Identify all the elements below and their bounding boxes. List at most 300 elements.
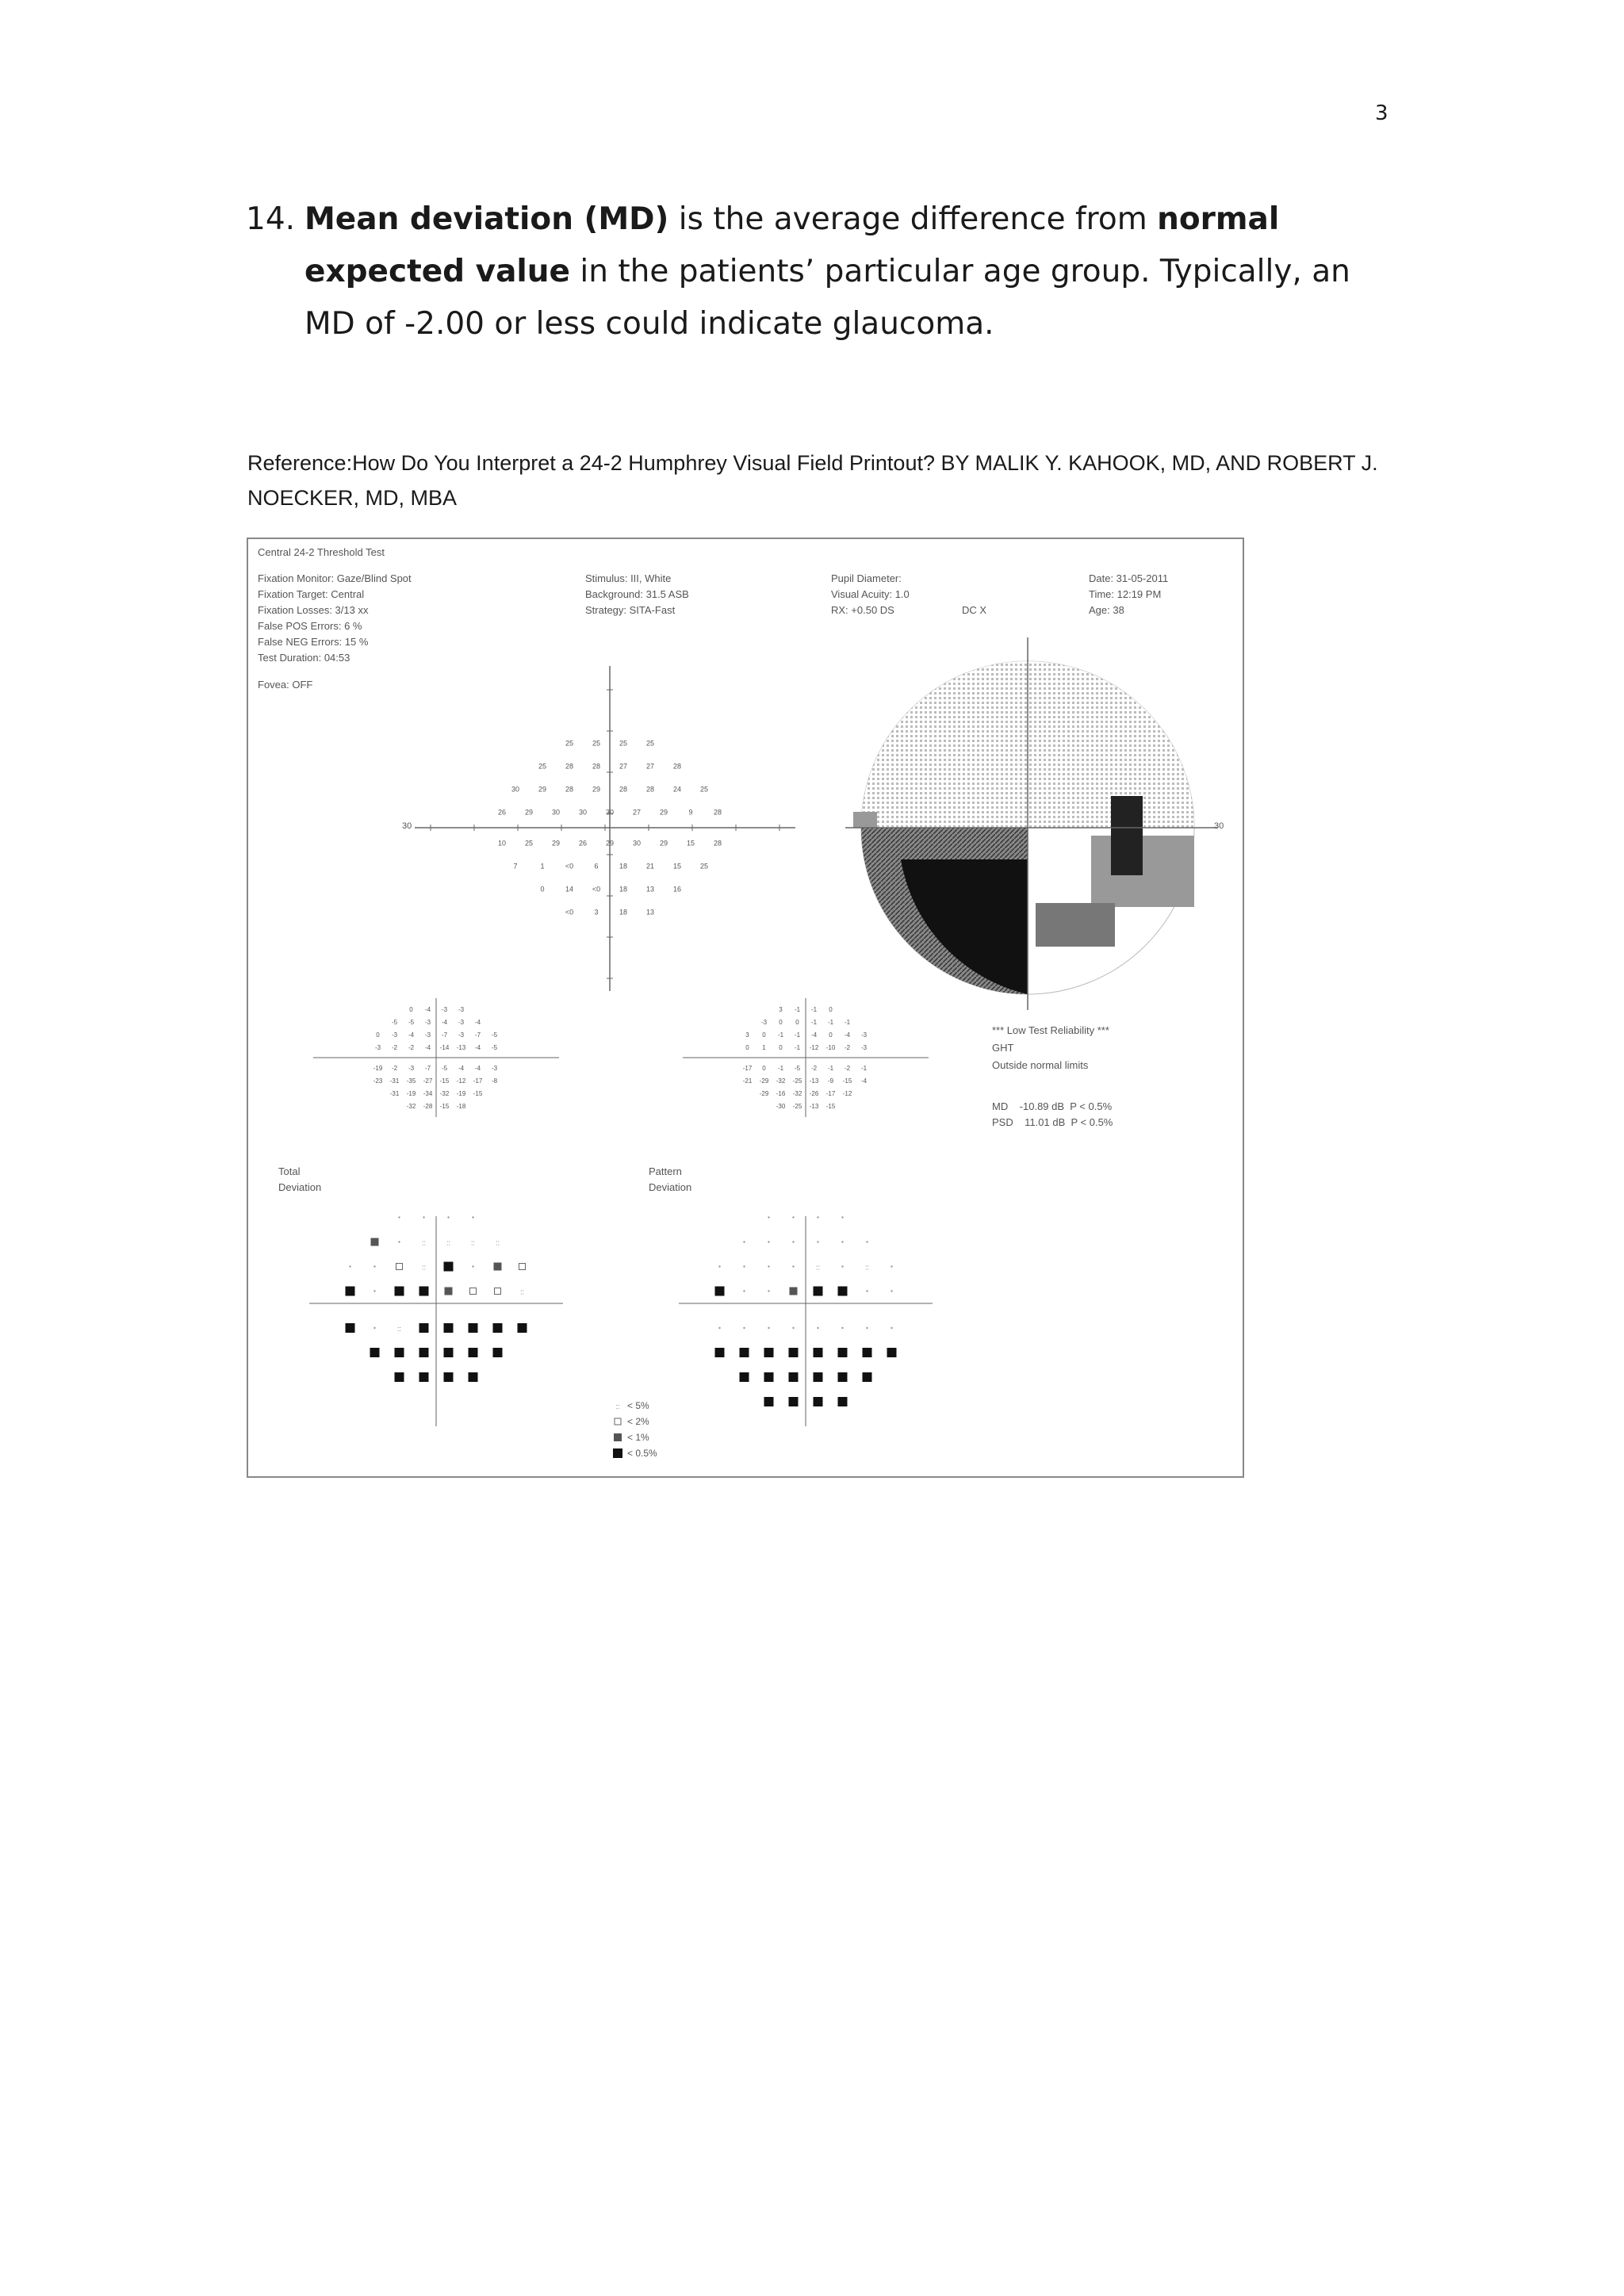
false-pos-errors: False POS Errors: 6 % xyxy=(258,620,362,632)
total-prob-symbol xyxy=(445,1288,453,1295)
threshold-value: 29 xyxy=(659,839,668,848)
threshold-value: 16 xyxy=(672,885,682,894)
total-dev-value: -4 xyxy=(424,1044,431,1051)
threshold-value: 28 xyxy=(713,808,722,817)
total-prob-symbol xyxy=(419,1323,429,1333)
threshold-value: 13 xyxy=(645,908,655,916)
total-dev-value: 0 xyxy=(376,1031,380,1039)
pattern-dev-value: -1 xyxy=(810,1019,818,1026)
pattern-dev-value: -2 xyxy=(844,1044,851,1051)
total-prob-symbol xyxy=(419,1287,429,1296)
pattern-dev-value: 1 xyxy=(762,1044,766,1051)
total-prob-symbol: :: xyxy=(396,1325,402,1333)
total-dev-value: -4 xyxy=(474,1044,481,1051)
total-dev-value: -19 xyxy=(373,1065,383,1072)
total-prob-symbol xyxy=(444,1372,454,1382)
pattern-dev-value: -17 xyxy=(742,1065,753,1072)
pattern-dev-value: -17 xyxy=(825,1090,836,1097)
printout-title: Central 24-2 Threshold Test xyxy=(258,546,385,558)
pattern-dev-value: -15 xyxy=(842,1077,852,1085)
threshold-value: 18 xyxy=(619,885,628,894)
humphrey-field-printout xyxy=(247,538,1244,1478)
page-number: 3 xyxy=(1375,101,1388,125)
pattern-prob-symbol xyxy=(743,1327,745,1329)
threshold-value: <0 xyxy=(565,908,574,916)
fixation-losses: Fixation Losses: 3/13 xx xyxy=(258,604,369,616)
pattern-dev-value: -32 xyxy=(792,1090,802,1097)
psd-value: PSD 11.01 dB P < 0.5% xyxy=(992,1116,1113,1128)
pattern-prob-symbol xyxy=(841,1265,843,1267)
pattern-prob-symbol xyxy=(792,1327,794,1329)
pattern-prob-symbol xyxy=(715,1348,725,1357)
pattern-dev-value: -1 xyxy=(860,1065,868,1072)
total-prob-symbol: :: xyxy=(421,1238,427,1247)
pattern-dev-value: -1 xyxy=(794,1031,801,1039)
axis-label-right: 30 xyxy=(1214,821,1224,831)
pattern-prob-symbol xyxy=(841,1216,843,1218)
reference-citation: Reference:How Do You Interpret a 24-2 Humphrey Visual Field Printout? BY MALIK Y. KAHOOK, MD, AND ROBERT J. NOECKER, MD, MBA xyxy=(247,451,1378,510)
pattern-prob-symbol xyxy=(790,1288,798,1295)
pattern-dev-value: 0 xyxy=(745,1044,749,1051)
total-dev-value: -7 xyxy=(441,1031,448,1039)
threshold-value: 26 xyxy=(578,839,588,848)
threshold-value: 30 xyxy=(632,839,642,848)
pattern-prob-symbol xyxy=(817,1216,818,1218)
threshold-value: 25 xyxy=(592,739,601,748)
background: Background: 31.5 ASB xyxy=(585,588,689,600)
legend-1pct: < 1% xyxy=(627,1432,649,1443)
total-dev-value: -13 xyxy=(456,1044,466,1051)
item-number: 14. xyxy=(246,201,296,237)
pattern-prob-symbol xyxy=(768,1327,769,1329)
threshold-value: 28 xyxy=(565,762,574,771)
total-dev-value: -3 xyxy=(374,1044,381,1051)
total-dev-value: -15 xyxy=(473,1090,483,1097)
total-prob-symbol: :: xyxy=(470,1238,476,1247)
pattern-dev-value: -16 xyxy=(776,1090,786,1097)
total-dev-value: -28 xyxy=(423,1103,433,1110)
threshold-value: 6 xyxy=(594,862,599,871)
ght-label: GHT xyxy=(992,1042,1014,1054)
total-dev-value: -27 xyxy=(423,1077,433,1085)
total-dev-value: -3 xyxy=(424,1019,431,1026)
threshold-value: 30 xyxy=(578,808,588,817)
legend-symbol-5pct: :: xyxy=(615,1402,620,1410)
total-prob-symbol xyxy=(349,1265,350,1267)
pattern-dev-value: -9 xyxy=(827,1077,834,1085)
list-item-mean-deviation xyxy=(246,193,1404,350)
total-deviation-label-2: Deviation xyxy=(278,1181,322,1193)
pattern-prob-symbol xyxy=(814,1348,823,1357)
threshold-value: 18 xyxy=(619,862,628,871)
pattern-dev-value: -1 xyxy=(810,1006,818,1013)
pattern-prob-symbol: :: xyxy=(815,1263,821,1272)
pattern-prob-symbol xyxy=(838,1397,848,1406)
pattern-prob-symbol xyxy=(817,1327,818,1329)
total-prob-symbol xyxy=(472,1216,473,1218)
threshold-value: 30 xyxy=(605,808,615,817)
pattern-dev-value: -5 xyxy=(794,1065,801,1072)
total-prob-symbol: :: xyxy=(495,1238,500,1247)
pattern-dev-value: -13 xyxy=(809,1103,819,1110)
threshold-value: 29 xyxy=(605,839,615,848)
total-dev-value: -19 xyxy=(406,1090,416,1097)
threshold-value: 25 xyxy=(538,762,547,771)
pattern-prob-symbol xyxy=(789,1348,799,1357)
threshold-value: 15 xyxy=(686,839,695,848)
pattern-dev-value: 0 xyxy=(829,1006,833,1013)
total-dev-value: -8 xyxy=(491,1077,498,1085)
threshold-value: 27 xyxy=(645,762,655,771)
pattern-dev-value: 0 xyxy=(762,1065,766,1072)
total-prob-symbol xyxy=(373,1290,375,1292)
total-prob-symbol xyxy=(395,1372,404,1382)
threshold-value: 28 xyxy=(672,762,682,771)
pattern-prob-symbol xyxy=(838,1287,848,1296)
pattern-dev-value: -25 xyxy=(792,1103,802,1110)
pattern-prob-symbol xyxy=(743,1290,745,1292)
pattern-prob-symbol xyxy=(740,1348,749,1357)
axis-label-left: 30 xyxy=(402,821,412,831)
pattern-prob-symbol xyxy=(866,1327,868,1329)
total-dev-value: -15 xyxy=(439,1103,450,1110)
total-dev-value: -17 xyxy=(473,1077,483,1085)
total-dev-value: -4 xyxy=(474,1019,481,1026)
total-dev-value: -32 xyxy=(406,1103,416,1110)
threshold-value: 18 xyxy=(619,908,628,916)
total-dev-value: -14 xyxy=(439,1044,450,1051)
pattern-prob-symbol xyxy=(863,1348,872,1357)
pattern-dev-value: 0 xyxy=(762,1031,766,1039)
pattern-prob-symbol xyxy=(838,1372,848,1382)
total-prob-symbol xyxy=(469,1323,478,1333)
threshold-value: 30 xyxy=(511,785,520,794)
total-dev-value: -3 xyxy=(441,1006,448,1013)
total-prob-symbol xyxy=(395,1287,404,1296)
stimulus: Stimulus: III, White xyxy=(585,572,672,584)
threshold-value: 28 xyxy=(645,785,655,794)
total-dev-value: -31 xyxy=(389,1090,400,1097)
pattern-prob-symbol xyxy=(792,1241,794,1242)
total-prob-symbol xyxy=(493,1323,503,1333)
pattern-prob-symbol xyxy=(792,1265,794,1267)
pattern-prob-symbol xyxy=(740,1372,749,1382)
total-prob-symbol xyxy=(346,1287,355,1296)
threshold-value: 27 xyxy=(632,808,642,817)
total-dev-value: -19 xyxy=(456,1090,466,1097)
item-text-1: is the average difference from xyxy=(668,201,1158,237)
total-dev-value: -18 xyxy=(456,1103,466,1110)
total-prob-symbol xyxy=(423,1216,424,1218)
pattern-prob-symbol xyxy=(789,1397,799,1406)
pattern-dev-value: -3 xyxy=(860,1031,868,1039)
pattern-dev-value: -25 xyxy=(792,1077,802,1085)
patient-age: Age: 38 xyxy=(1089,604,1124,616)
total-dev-value: -2 xyxy=(391,1044,398,1051)
pattern-prob-symbol xyxy=(866,1241,868,1242)
test-time: Time: 12:19 PM xyxy=(1089,588,1162,600)
pattern-prob-symbol xyxy=(768,1241,769,1242)
threshold-value: 28 xyxy=(619,785,628,794)
threshold-value: 1 xyxy=(540,862,545,871)
pattern-dev-value: -12 xyxy=(809,1044,819,1051)
total-dev-value: -3 xyxy=(458,1006,465,1013)
total-dev-value: -3 xyxy=(391,1031,398,1039)
total-prob-symbol xyxy=(472,1265,473,1267)
total-deviation-label-1: Total xyxy=(278,1165,301,1177)
threshold-value: 25 xyxy=(645,739,655,748)
threshold-value: 30 xyxy=(551,808,561,817)
pattern-dev-value: -2 xyxy=(810,1065,818,1072)
pattern-dev-value: -26 xyxy=(809,1090,819,1097)
total-prob-symbol xyxy=(447,1216,449,1218)
total-dev-value: -3 xyxy=(458,1031,465,1039)
pattern-prob-symbol xyxy=(715,1287,725,1296)
pattern-dev-value: -3 xyxy=(760,1019,768,1026)
threshold-value: 25 xyxy=(565,739,574,748)
total-dev-value: -3 xyxy=(424,1031,431,1039)
pattern-prob-symbol: :: xyxy=(864,1263,870,1272)
total-dev-value: -2 xyxy=(408,1044,415,1051)
pattern-dev-value: -1 xyxy=(777,1065,784,1072)
legend-symbol-1pct xyxy=(614,1433,622,1441)
legend-symbol-05pct xyxy=(613,1448,622,1458)
pattern-dev-value: -2 xyxy=(844,1065,851,1072)
total-prob-symbol xyxy=(444,1323,454,1333)
pattern-prob-symbol xyxy=(743,1241,745,1242)
threshold-value: 26 xyxy=(497,808,507,817)
pattern-dev-value: 3 xyxy=(745,1031,749,1039)
fovea-setting: Fovea: OFF xyxy=(258,679,313,691)
total-dev-value: -15 xyxy=(439,1077,450,1085)
pattern-dev-value: -1 xyxy=(844,1019,851,1026)
total-prob-symbol xyxy=(444,1348,454,1357)
total-prob-symbol: :: xyxy=(446,1238,451,1247)
legend-symbol-2pct xyxy=(615,1418,621,1425)
total-prob-symbol xyxy=(398,1241,400,1242)
pattern-prob-symbol xyxy=(764,1348,774,1357)
pattern-dev-value: -13 xyxy=(809,1077,819,1085)
pattern-dev-value: 0 xyxy=(779,1019,783,1026)
threshold-value: <0 xyxy=(592,885,601,894)
grayscale-right-lower xyxy=(1036,903,1115,947)
pattern-dev-value: -21 xyxy=(742,1077,753,1085)
total-dev-value: -32 xyxy=(439,1090,450,1097)
pattern-prob-symbol xyxy=(768,1216,769,1218)
test-duration: Test Duration: 04:53 xyxy=(258,652,350,664)
threshold-value: 24 xyxy=(672,785,682,794)
pattern-prob-symbol xyxy=(789,1372,799,1382)
total-prob-symbol xyxy=(373,1327,375,1329)
pattern-prob-symbol xyxy=(792,1216,794,1218)
total-prob-symbol: :: xyxy=(519,1288,525,1296)
total-prob-symbol xyxy=(371,1238,379,1246)
threshold-value: 10 xyxy=(497,839,507,848)
pattern-dev-value: -1 xyxy=(794,1044,801,1051)
total-prob-symbol xyxy=(470,1288,477,1295)
legend-5pct: < 5% xyxy=(627,1400,649,1411)
total-prob-symbol xyxy=(419,1348,429,1357)
threshold-value: 29 xyxy=(551,839,561,848)
pattern-dev-value: -29 xyxy=(759,1090,769,1097)
total-dev-value: -4 xyxy=(408,1031,415,1039)
total-dev-value: -2 xyxy=(391,1065,398,1072)
pattern-prob-symbol xyxy=(814,1397,823,1406)
total-dev-value: -35 xyxy=(406,1077,416,1085)
threshold-value: 28 xyxy=(592,762,601,771)
total-dev-value: -12 xyxy=(456,1077,466,1085)
item-text-2: in the patients’ particular age group. Typically, an MD of -2.00 or less could indicate glaucoma. xyxy=(304,254,1350,342)
pattern-prob-symbol xyxy=(863,1372,872,1382)
pattern-dev-value: 0 xyxy=(779,1044,783,1051)
threshold-value: 28 xyxy=(565,785,574,794)
threshold-value: 28 xyxy=(713,839,722,848)
total-dev-value: -4 xyxy=(441,1019,448,1026)
threshold-value: 15 xyxy=(672,862,682,871)
pattern-prob-symbol xyxy=(814,1287,823,1296)
legend-05pct: < 0.5% xyxy=(627,1448,657,1459)
pattern-dev-value: -29 xyxy=(759,1077,769,1085)
ght-result: Outside normal limits xyxy=(992,1059,1089,1071)
threshold-value: 29 xyxy=(524,808,534,817)
pattern-dev-value: -4 xyxy=(860,1077,868,1085)
term-mean-deviation: Mean deviation (MD) xyxy=(304,201,669,237)
pattern-prob-symbol xyxy=(891,1290,892,1292)
total-dev-value: -7 xyxy=(474,1031,481,1039)
pattern-dev-value: -32 xyxy=(776,1077,786,1085)
pattern-prob-symbol xyxy=(764,1372,774,1382)
term-normal-expected-value: normal expected value xyxy=(304,201,1280,289)
pattern-prob-symbol xyxy=(718,1327,720,1329)
threshold-value: 25 xyxy=(699,785,709,794)
total-dev-value: -5 xyxy=(441,1065,448,1072)
total-dev-value: -5 xyxy=(391,1019,398,1026)
threshold-value: 3 xyxy=(594,908,599,916)
pattern-prob-symbol xyxy=(718,1265,720,1267)
total-prob-symbol xyxy=(398,1216,400,1218)
pattern-prob-symbol xyxy=(866,1290,868,1292)
pattern-dev-value: -1 xyxy=(794,1006,801,1013)
rx: RX: +0.50 DS xyxy=(831,604,894,616)
total-prob-symbol xyxy=(346,1323,355,1333)
total-dev-value: -7 xyxy=(424,1065,431,1072)
pattern-dev-value: -10 xyxy=(825,1044,836,1051)
total-dev-value: -34 xyxy=(423,1090,433,1097)
dc: DC X xyxy=(962,604,987,616)
pattern-prob-symbol xyxy=(764,1397,774,1406)
pattern-prob-symbol xyxy=(841,1241,843,1242)
pattern-dev-value: -30 xyxy=(776,1103,786,1110)
total-prob-symbol xyxy=(444,1262,454,1272)
pattern-prob-symbol xyxy=(768,1265,769,1267)
pattern-prob-symbol xyxy=(817,1241,818,1242)
pattern-deviation-label-2: Deviation xyxy=(649,1181,692,1193)
pattern-dev-value: -1 xyxy=(777,1031,784,1039)
total-prob-symbol xyxy=(419,1372,429,1382)
threshold-value: 25 xyxy=(524,839,534,848)
pattern-prob-symbol xyxy=(768,1290,769,1292)
threshold-value: 0 xyxy=(540,885,545,894)
total-prob-symbol xyxy=(494,1263,502,1271)
pattern-dev-value: -12 xyxy=(842,1090,852,1097)
grayscale-edge xyxy=(853,812,877,828)
pattern-dev-value: -4 xyxy=(810,1031,818,1039)
pattern-prob-symbol xyxy=(841,1327,843,1329)
total-prob-symbol xyxy=(469,1372,478,1382)
threshold-value: 7 xyxy=(513,862,518,871)
pupil-diameter: Pupil Diameter: xyxy=(831,572,902,584)
threshold-value: <0 xyxy=(565,862,574,871)
threshold-value: 13 xyxy=(645,885,655,894)
total-dev-value: -31 xyxy=(389,1077,400,1085)
pattern-deviation-label-1: Pattern xyxy=(649,1165,682,1177)
total-prob-symbol xyxy=(493,1348,503,1357)
pattern-prob-symbol xyxy=(887,1348,897,1357)
total-dev-value: -3 xyxy=(458,1019,465,1026)
pattern-dev-value: 0 xyxy=(829,1031,833,1039)
total-dev-value: -3 xyxy=(491,1065,498,1072)
total-prob-symbol: :: xyxy=(421,1263,427,1272)
threshold-value: 29 xyxy=(538,785,547,794)
total-dev-value: -4 xyxy=(458,1065,465,1072)
false-neg-errors: False NEG Errors: 15 % xyxy=(258,636,369,648)
fixation-target: Fixation Target: Central xyxy=(258,588,365,600)
total-dev-value: -23 xyxy=(373,1077,383,1085)
threshold-value: 29 xyxy=(592,785,601,794)
total-dev-value: 0 xyxy=(409,1006,413,1013)
test-date: Date: 31-05-2011 xyxy=(1089,572,1169,584)
total-dev-value: -4 xyxy=(474,1065,481,1072)
pattern-dev-value: -1 xyxy=(827,1065,834,1072)
total-prob-symbol xyxy=(519,1264,526,1270)
total-dev-value: -5 xyxy=(408,1019,415,1026)
blind-spot xyxy=(1111,796,1143,875)
total-prob-symbol xyxy=(495,1288,501,1295)
total-prob-symbol xyxy=(395,1348,404,1357)
pattern-prob-symbol xyxy=(891,1327,892,1329)
visual-acuity: Visual Acuity: 1.0 xyxy=(831,588,910,600)
pattern-prob-symbol xyxy=(743,1265,745,1267)
strategy: Strategy: SITA-Fast xyxy=(585,604,676,616)
threshold-value: 27 xyxy=(619,762,628,771)
pattern-dev-value: -1 xyxy=(827,1019,834,1026)
total-prob-symbol xyxy=(396,1264,403,1270)
threshold-value: 29 xyxy=(659,808,668,817)
pattern-dev-value: 3 xyxy=(779,1006,783,1013)
legend-2pct: < 2% xyxy=(627,1416,649,1427)
pattern-dev-value: -3 xyxy=(860,1044,868,1051)
md-value: MD -10.89 dB P < 0.5% xyxy=(992,1100,1113,1112)
total-prob-symbol xyxy=(373,1265,375,1267)
fixation-monitor: Fixation Monitor: Gaze/Blind Spot xyxy=(258,572,412,584)
pattern-prob-symbol xyxy=(838,1348,848,1357)
item-paragraph xyxy=(304,193,1404,350)
total-dev-value: -3 xyxy=(408,1065,415,1072)
total-prob-symbol xyxy=(469,1348,478,1357)
pattern-dev-value: -15 xyxy=(825,1103,836,1110)
pattern-dev-value: -4 xyxy=(844,1031,851,1039)
pattern-dev-value: 0 xyxy=(795,1019,799,1026)
pattern-prob-symbol xyxy=(891,1265,892,1267)
pattern-prob-symbol xyxy=(814,1372,823,1382)
total-dev-value: -5 xyxy=(491,1044,498,1051)
threshold-value: 9 xyxy=(688,808,693,817)
total-prob-symbol xyxy=(518,1323,527,1333)
threshold-value: 14 xyxy=(565,885,574,894)
total-dev-value: -5 xyxy=(491,1031,498,1039)
printout-graphics xyxy=(248,539,1243,1476)
threshold-value: 25 xyxy=(699,862,709,871)
